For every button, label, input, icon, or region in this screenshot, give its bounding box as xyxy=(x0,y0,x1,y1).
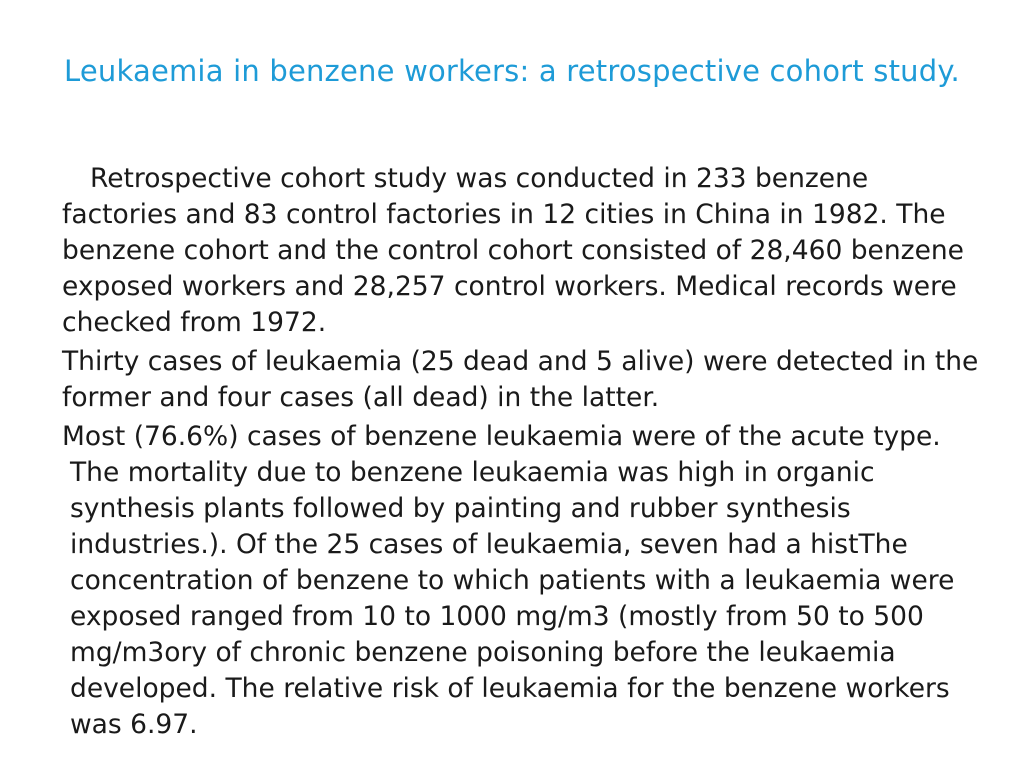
slide-title: Leukaemia in benzene workers: a retrospective cohort study. xyxy=(64,54,960,88)
paragraph-study-design: Retrospective cohort study was conducted in 233 benzene factories and 83 control factories in 12 cities in China in 1982. The benzene cohort and the control cohort consisted of 28,460 benzene exposed workers and 28,257 control workers. Medical records were checked from 1972. xyxy=(62,163,964,338)
paragraph-findings: Most (76.6%) cases of benzene leukaemia were of the acute type. The mortality due to benzene leukaemia was high in organic synthesis plants followed by painting and rubber synthesis industries.). Of the 25 cases of leukaemia, seven had a histThe concentration of benzene to which patients with a leukaemia were exposed ranged from 10 to 1000 mg/m3 (mostly from 50 to 500 mg/m3ory of chronic benzene poisoning before the leukaemia developed. The relative risk of leukaemia for the benzene workers was 6.97. xyxy=(62,421,955,740)
paragraph-leukaemia-cases: Thirty cases of leukaemia (25 dead and 5 alive) were detected in the former and four cases (all dead) in the latter. xyxy=(62,346,979,413)
slide-body xyxy=(62,161,982,746)
